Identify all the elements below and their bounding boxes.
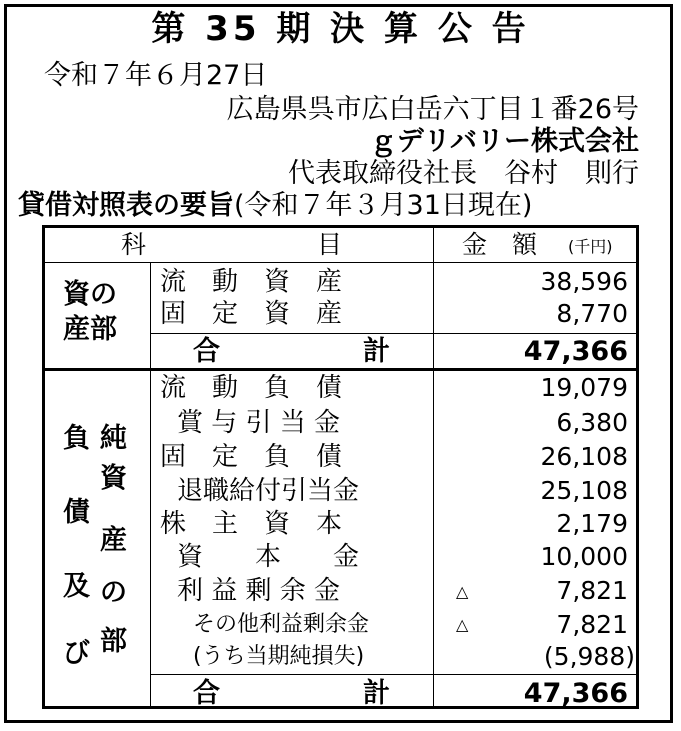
net-assets-label-char: の (100, 577, 127, 608)
negative-mark: △ (456, 582, 469, 601)
balance-sheet-period: (令和７年３月31日現在) (234, 190, 533, 221)
assets-total-divider (150, 333, 637, 334)
liability-row-value: 6,380 (556, 408, 628, 437)
header-amount: 金 額 (462, 230, 538, 259)
asset-row-value: 38,596 (540, 267, 628, 296)
header-divider (44, 262, 637, 263)
assets-total-value: 47,366 (523, 336, 628, 367)
assets-label-line2: 産部 (63, 314, 117, 345)
company-name: ｇデリバリー株式会社 (369, 126, 639, 157)
liability-row-label: 株 主 資 本 (160, 509, 343, 539)
net-assets-label-char: 純 (100, 423, 127, 454)
label-column-divider (150, 262, 151, 708)
liability-row-value: 26,108 (540, 442, 628, 471)
assets-label-line1: 資の (63, 279, 117, 310)
balance-sheet-heading (18, 192, 532, 219)
header-item-right: 目 (317, 230, 343, 259)
liability-row-value: 25,108 (540, 476, 628, 505)
liabilities-total-divider (150, 674, 637, 675)
liability-row-value: 2,179 (556, 509, 628, 538)
net-assets-label-char: 産 (100, 525, 127, 556)
asset-row-label: 固 定 資 産 (160, 299, 343, 329)
assets-total-label-right: 計 (363, 336, 390, 367)
liabilities-label-char: び (63, 638, 90, 669)
asset-row-value: 8,770 (556, 299, 628, 328)
balance-sheet-title: 貸借対照表の要旨 (18, 190, 234, 221)
liability-row-value: 7,821 (556, 576, 628, 605)
liability-row-label: その他利益剰余金 (193, 612, 370, 637)
assets-total-label-left: 合 (193, 336, 220, 367)
liability-row-value: 7,821 (556, 610, 628, 639)
amount-column-divider (433, 228, 434, 708)
liability-row-label: 賞 与 引 当 金 (177, 408, 341, 438)
negative-mark: △ (456, 615, 469, 634)
notice-date: 令和７年６月27日 (44, 60, 268, 91)
liability-row-label: 退職給付引当金 (177, 476, 360, 506)
liability-row-value: (5,988) (543, 642, 635, 671)
representative: 代表取締役社長 谷村 則行 (288, 158, 639, 189)
liability-row-label: (うち当期純損失) (193, 644, 365, 669)
assets-section-divider (44, 368, 637, 371)
asset-row-label: 流 動 資 産 (160, 267, 343, 297)
liability-row-label: 固 定 負 債 (160, 442, 343, 472)
liability-row-value: 19,079 (540, 373, 628, 402)
company-address: 広島県呉市広白岳六丁目１番26号 (226, 94, 639, 125)
net-assets-label-char: 部 (100, 626, 127, 657)
liabilities-total-label-left: 合 (193, 678, 220, 709)
header-unit: (千円) (568, 237, 613, 256)
liabilities-label-char: 負 (63, 423, 90, 454)
liabilities-label-char: 及 (63, 571, 90, 602)
liabilities-total-label-right: 計 (363, 678, 390, 709)
page-title: 第 35 期 決 算 公 告 (151, 9, 530, 49)
liability-row-value: 10,000 (540, 542, 628, 571)
header-item-left: 科 (121, 230, 147, 259)
liability-row-label: 資 本 金 (177, 542, 360, 572)
liabilities-label-char: 債 (63, 497, 90, 528)
liabilities-total-value: 47,366 (523, 678, 628, 709)
liability-row-label: 利 益 剰 余 金 (177, 576, 341, 606)
liability-row-label: 流 動 負 債 (160, 373, 343, 403)
net-assets-label-char: 資 (100, 463, 127, 494)
